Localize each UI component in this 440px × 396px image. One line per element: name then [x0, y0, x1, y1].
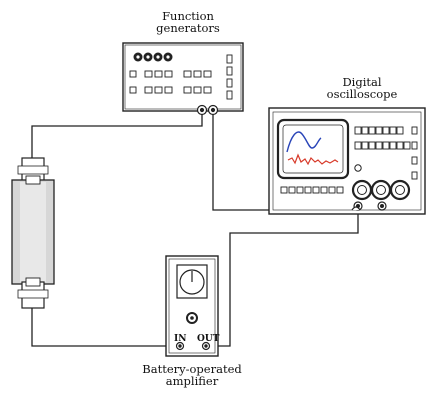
digital-oscilloscope-label-line1: Digital — [342, 75, 382, 89]
function-generator — [123, 43, 243, 115]
battery-operated-amplifier-label — [124, 363, 260, 387]
oscilloscope-screen — [278, 120, 348, 178]
sample-holder — [12, 158, 54, 308]
amplifier-meter-icon — [177, 265, 207, 298]
digital-oscilloscope-label — [314, 76, 410, 100]
battery-operated-amplifier-label-line2: amplifier — [165, 374, 219, 388]
function-generators-label-line1: Function — [162, 9, 214, 23]
oscilloscope-small-knob-icon — [355, 165, 361, 171]
oscilloscope-knob-icons — [353, 181, 409, 199]
digital-oscilloscope — [269, 108, 425, 214]
function-generators-label — [140, 10, 236, 34]
digital-oscilloscope-label-line2: oscilloscope — [326, 87, 398, 101]
battery-operated-amplifier — [166, 256, 220, 356]
wire-amplifier-to-scope — [206, 204, 358, 346]
amplifier-in-label: IN — [174, 334, 187, 344]
amplifier-out-label: OUT — [197, 334, 220, 344]
wire-generator-to-sample — [32, 110, 202, 160]
wire-sample-to-amplifier — [32, 306, 180, 346]
function-generators-label-line2: generators — [156, 21, 220, 35]
battery-operated-amplifier-label-line1: Battery-operated — [142, 362, 242, 376]
